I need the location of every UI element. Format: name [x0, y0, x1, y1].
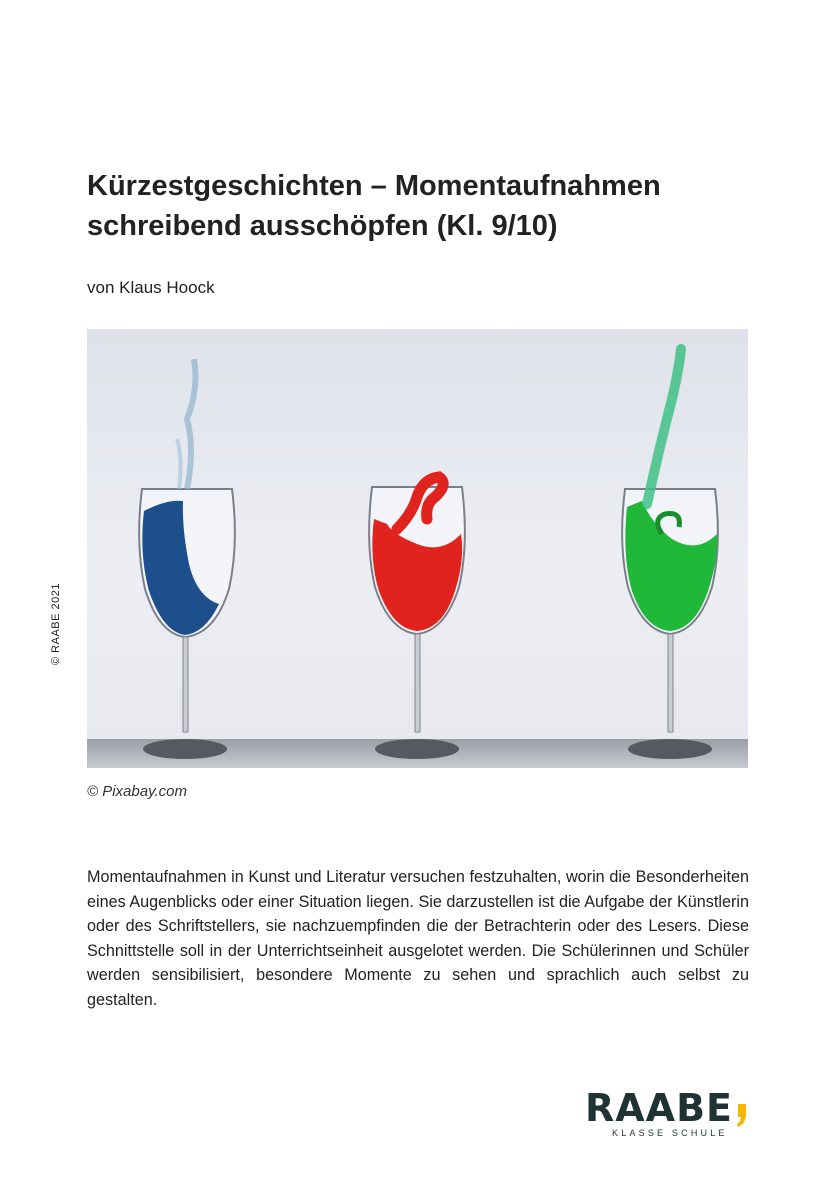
title-line-2: schreibend ausschöpfen (Kl. 9/10) — [87, 210, 558, 242]
logo-wordmark: RAABE — [585, 1086, 734, 1130]
author-line: von Klaus Hoock — [87, 278, 215, 297]
side-copyright: © RAABE 2021 — [50, 583, 62, 665]
intro-paragraph: Momentaufnahmen in Kunst und Literatur versuchen festzuhalten, worin die Besonderheiten eines Augenblicks oder einer Situation liegen. Sie darzustellen ist die Aufgabe der Künstlerin oder des Schriftstellers, sie nachzuempfinden die der Betrachterin oder des Lesers. Diese Schnittstelle soll in der Unterrichtseinheit ausgelotet werden. Die Schülerinnen und Schüler werden sensibilisiert, besondere Momente zu sehen und sprachlich auch selbst zu gestalten. — [87, 868, 749, 1009]
logo-comma-icon — [735, 1090, 747, 1128]
page-title — [87, 166, 767, 246]
logo-tagline: KLASSE SCHULE — [612, 1128, 728, 1138]
title-line-1: Kürzestgeschichten – Momentaufnahmen — [87, 170, 661, 202]
image-caption: © Pixabay.com — [87, 783, 187, 800]
cover-photo — [87, 329, 748, 768]
raabe-logo — [585, 1088, 755, 1144]
